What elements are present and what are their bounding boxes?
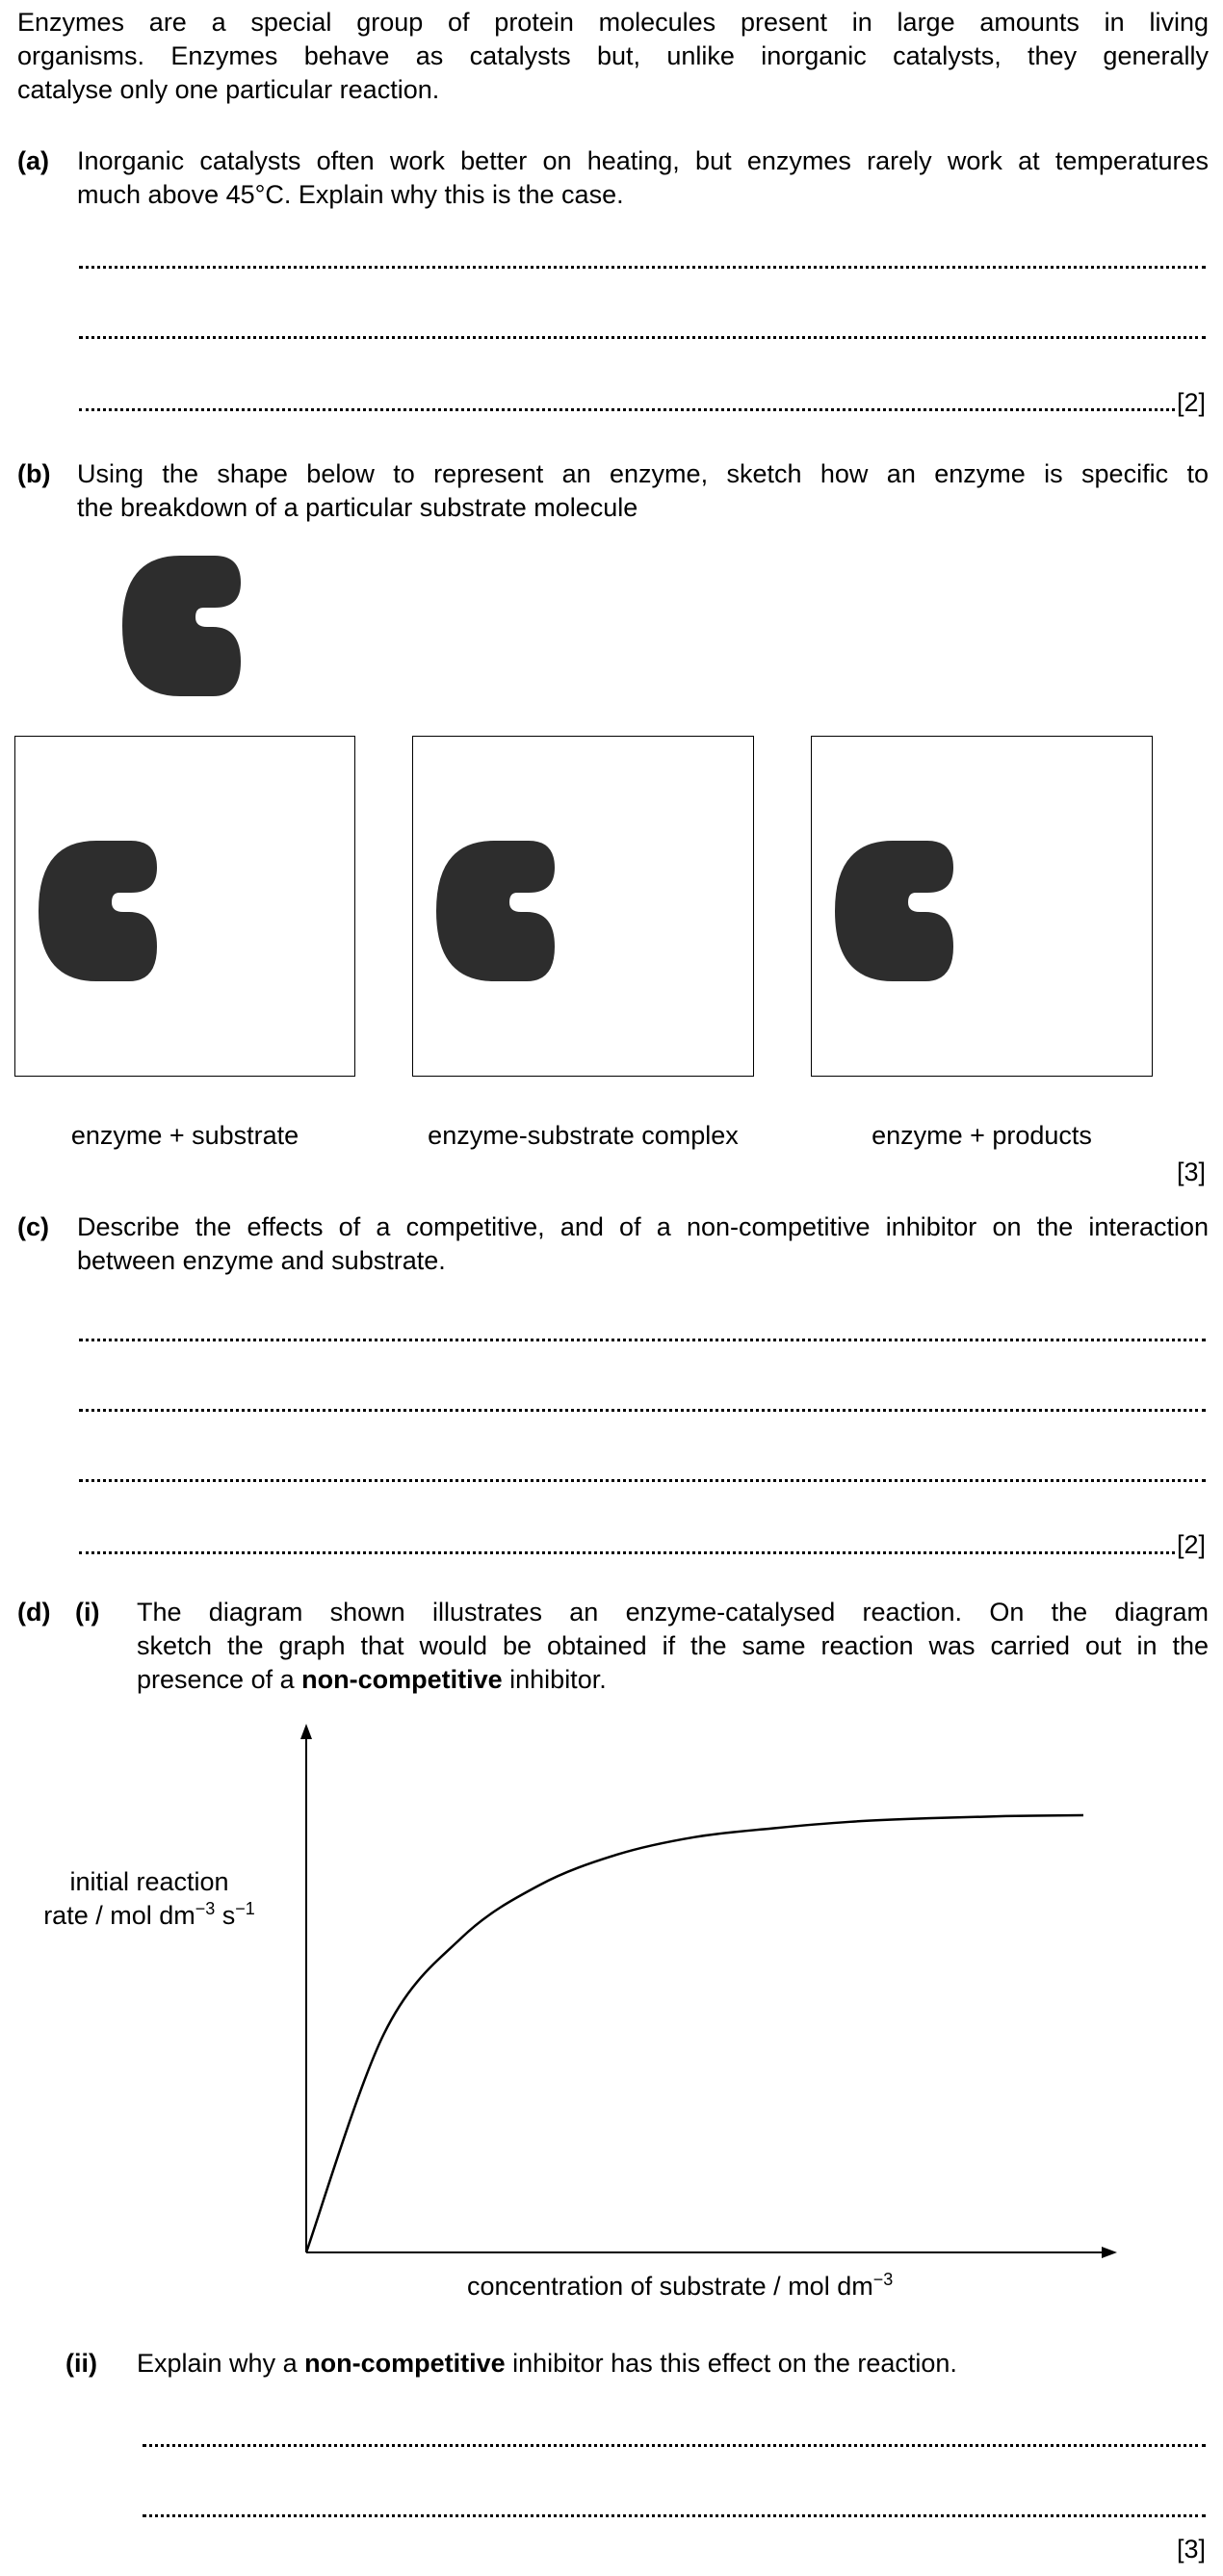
part-b-question-line-2: the breakdown of a particular substrate molecule xyxy=(77,493,638,522)
part-d-i-question-line-1: The diagram shown illustrates an enzyme-catalysed reaction. On the diagram xyxy=(137,1598,1209,1626)
y-axis-label-line-2: rate / mol $dm^{-3}$ $s^{-1}$ xyxy=(43,1899,255,1930)
part-d-ii-marks: [3] xyxy=(1177,2535,1207,2563)
part-d-ii-question: Explain why a non-competitive inhibitor has this effect on the reaction. xyxy=(137,2349,957,2378)
part-d-i-label: (i) xyxy=(75,1598,100,1626)
y-axis-label xyxy=(19,1865,279,1933)
intro-line-3: catalyse only one particular reaction. xyxy=(17,75,440,104)
intro-line-1: Enzymes are a special group of protein molecules present in large amounts in living xyxy=(17,8,1209,37)
part-c-question-line-1: Describe the effects of a competitive, and of a non-competitive inhibitor on the interaction xyxy=(77,1212,1209,1241)
part-a-question-line-1: Inorganic catalysts often work better on heating, but enzymes rarely work at temperatures xyxy=(77,146,1209,175)
caption-enzyme-products: enzyme + products xyxy=(872,1121,1092,1150)
part-d-ii-label: (ii) xyxy=(65,2349,97,2378)
y-axis-arrowhead-icon xyxy=(300,1724,312,1739)
part-d-i-question-line-2: sketch the graph that would be obtained if the same reaction was carried out in the xyxy=(137,1631,1209,1660)
part-c-marks: [2] xyxy=(1177,1530,1207,1559)
part-a-label: (a) xyxy=(17,146,49,175)
part-c-question-line-2: between enzyme and substrate. xyxy=(77,1246,446,1275)
part-b-marks: [3] xyxy=(1177,1158,1207,1186)
series-line-0 xyxy=(306,1815,1083,2252)
intro-line-2: organisms. Enzymes behave as catalysts but, unlike inorganic catalysts, they generally xyxy=(17,41,1209,70)
x-axis-arrowhead-icon xyxy=(1102,2247,1117,2258)
part-a-marks: [2] xyxy=(1177,388,1207,417)
answer-line[interactable] xyxy=(143,2444,1206,2447)
part-d-i-question-line-3: presence of a non-competitive inhibitor. xyxy=(137,1665,607,1694)
x-axis-label: concentration of substrate / mol $dm^{-3}$ xyxy=(467,2270,894,2301)
answer-line[interactable] xyxy=(143,2514,1206,2517)
part-b-label: (b) xyxy=(17,459,51,488)
caption-enzyme-substrate: enzyme + substrate xyxy=(70,1121,299,1150)
caption-enzyme-substrate-complex: enzyme-substrate complex xyxy=(428,1121,739,1150)
y-axis-label-line-1: initial reaction xyxy=(69,1867,229,1896)
part-c-label: (c) xyxy=(17,1212,49,1241)
part-a-question-line-2: much above 45°C. Explain why this is the case. xyxy=(77,180,624,209)
part-b-question-line-1: Using the shape below to represent an enzyme, sketch how an enzyme is specific to xyxy=(77,459,1209,488)
part-d-label: (d) xyxy=(17,1598,51,1626)
